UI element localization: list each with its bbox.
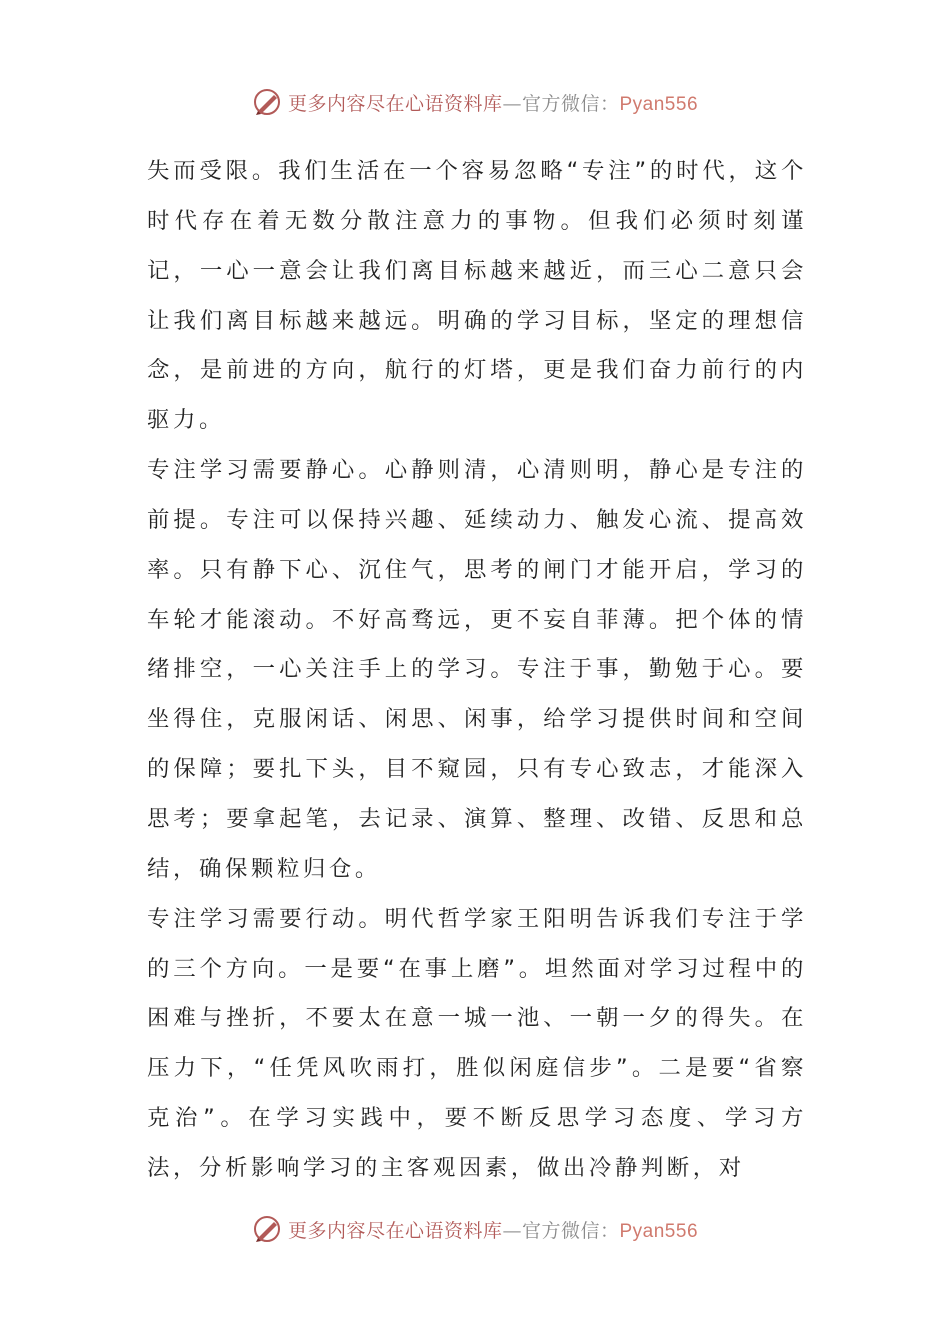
paragraph-1: 失而受限。我们生活在一个容易忽略“专注”的时代，这个时代存在着无数分散注意力的事物。但我们必须时刻谨记，一心一意会让我们离目标越来越近，而三心二意只会让我们离目标越来越远。明确的学习目标，坚定的理想信念，是前进的方向，航行的灯塔，更是我们奋力前行的内驱力。: [147, 158, 807, 434]
banner-site-text: 更多内容尽在心语资料库: [287, 1219, 503, 1242]
banner-text: [288, 89, 698, 116]
banner-site-text: 更多内容尽在心语资料库: [287, 92, 503, 115]
banner-text: [288, 1216, 698, 1243]
document-body: [147, 147, 807, 1194]
banner-dash: —: [502, 92, 522, 115]
banner-wechat-label: 官方微信：: [521, 92, 620, 115]
banner-wechat-id: Pyan556: [619, 93, 699, 115]
pen-logo-icon: [252, 87, 282, 117]
footer-banner: [0, 1209, 950, 1249]
header-banner: [0, 82, 950, 122]
banner-dash: —: [502, 1219, 522, 1242]
pen-logo-icon: [252, 1214, 282, 1244]
banner-wechat-id: Pyan556: [619, 1220, 699, 1242]
banner-wechat-label: 官方微信：: [521, 1219, 620, 1242]
paragraph-2: 专注学习需要静心。心静则清，心清则明，静心是专注的前提。专注可以保持兴趣、延续动力、触发心流、提高效率。只有静下心、沉住气，思考的闸门才能开启，学习的车轮才能滚动。不好高骛远，更不妄自菲薄。把个体的情绪排空，一心关注手上的学习。专注于事，勤勉于心。要坐得住，克服闲话、闲思、闲事，给学习提供时间和空间的保障；要扎下头，目不窥园，只有专心致志，才能深入思考；要拿起笔，去记录、演算、整理、改错、反思和总结，确保颗粒归仓。: [147, 457, 807, 882]
paragraph-3: 专注学习需要行动。明代哲学家王阳明告诉我们专注于学的三个方向。一是要“在事上磨”。坦然面对学习过程中的困难与挫折，不要太在意一城一池、一朝一夕的得失。在压力下，“任凭风吹雨打，胜似闲庭信步”。二是要“省察克治”。在学习实践中，要不断反思学习态度、学习方法，分析影响学习的主客观因素，做出冷静判断，对: [147, 905, 807, 1181]
